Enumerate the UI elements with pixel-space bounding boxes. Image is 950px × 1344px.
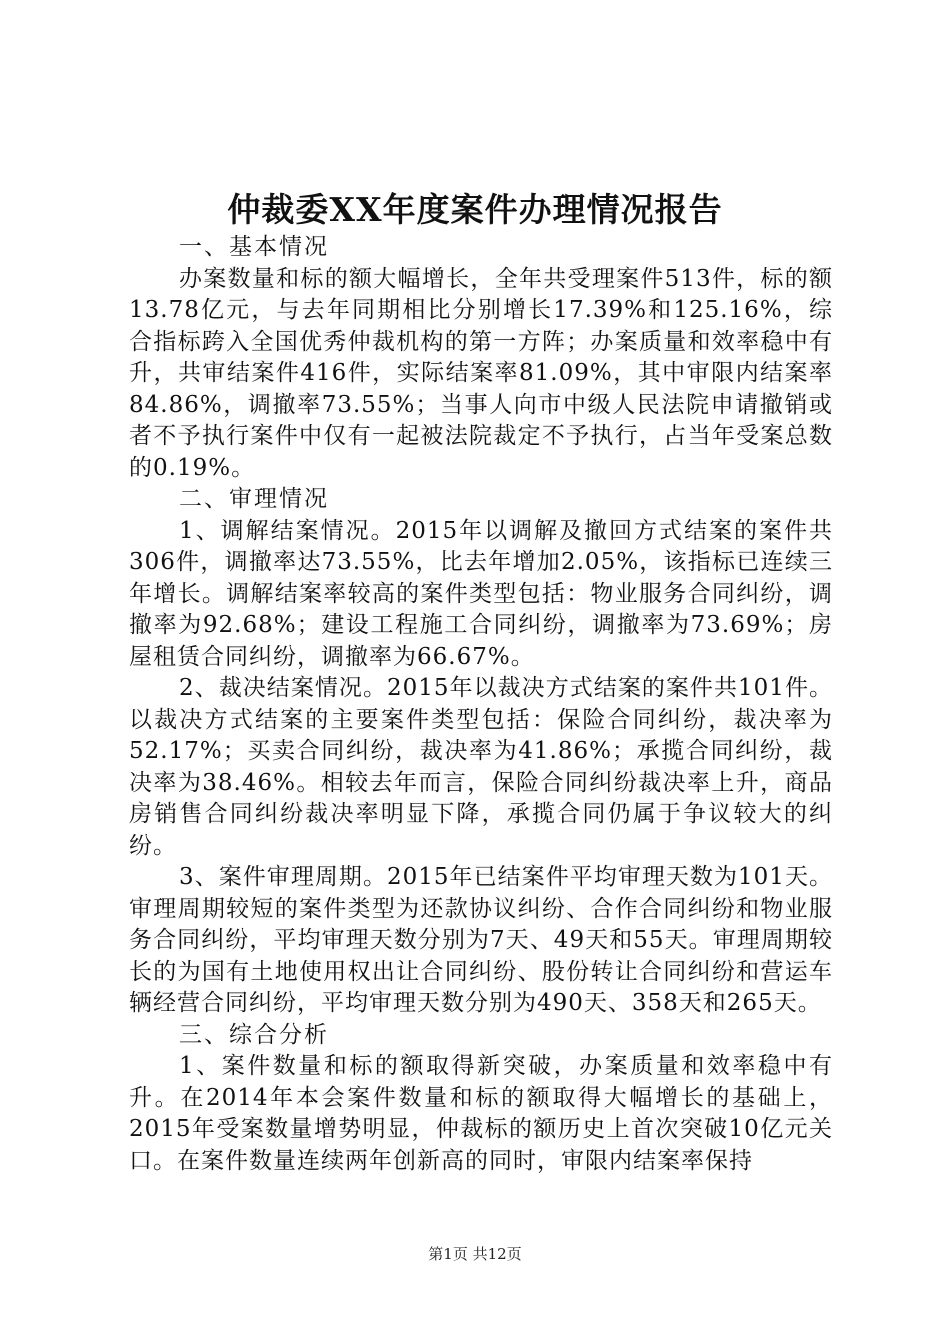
section-heading-hearing: 二、审理情况 (179, 486, 329, 512)
paragraph-basic-overview: 办案数量和标的额大幅增长，全年共受理案件513件，标的额13.78亿元，与去年同期相比分别增长17.39%和125.16%，综合指标跨入全国优秀仲裁机构的第一方阵；办案质量和效率稳中有升，共审结案件416件，实际结案率81.09%，其中审限内结案率84.86%，调撤率73.55%；当事人向市中级人民法院申请撤销或者不予执行案件中仅有一起被法院裁定不予执行，占当年受案总数的0.19%。 (129, 265, 833, 481)
section-heading-analysis: 三、综合分析 (179, 1021, 329, 1048)
document-body (129, 232, 833, 1177)
section-heading-basic: 一、基本情况 (179, 234, 329, 260)
page-number-footer: 第1页 共12页 (428, 1245, 522, 1263)
paragraph-hearing-period: 3、案件审理周期。2015年已结案件平均审理天数为101天。审理周期较短的案件类型为还款协议纠纷、合作合同纠纷和物业服务合同纠纷，平均审理天数分别为7天、49天和55天。审理周期较长的为国有土地使用权出让合同纠纷、股份转让合同纠纷和营运车辆经营合同纠纷，平均审理天数分别为490天、358天和265天。 (129, 864, 833, 1016)
document-title: 仲裁委XX年度案件办理情况报告 (227, 190, 723, 229)
paragraph-analysis-1: 1、案件数量和标的额取得新突破，办案质量和效率稳中有升。在2014年本会案件数量和标的额取得大幅增长的基础上，2015年受案数量增势明显，仲裁标的额历史上首次突破10亿元关口。在案件数量连续两年创新高的同时，审限内结案率保持 (129, 1053, 833, 1174)
paragraph-ruling: 2、裁决结案情况。2015年以裁决方式结案的案件共101件。以裁决方式结案的主要案件类型包括：保险合同纠纷，裁决率为52.17%；买卖合同纠纷，裁决率为41.86%；承揽合同纠纷，裁决率为38.46%。相较去年而言，保险合同纠纷裁决率上升，商品房销售合同纠纷裁决率明显下降，承揽合同仍属于争议较大的纠纷。 (129, 675, 833, 859)
paragraph-mediation: 1、调解结案情况。2015年以调解及撤回方式结案的案件共306件，调撤率达73.55%，比去年增加2.05%，该指标已连续三年增长。调解结案率较高的案件类型包括：物业服务合同纠纷，调撤率为92.68%；建设工程施工合同纠纷，调撤率为73.69%；房屋租赁合同纠纷，调撤率为66.67%。 (129, 517, 833, 670)
